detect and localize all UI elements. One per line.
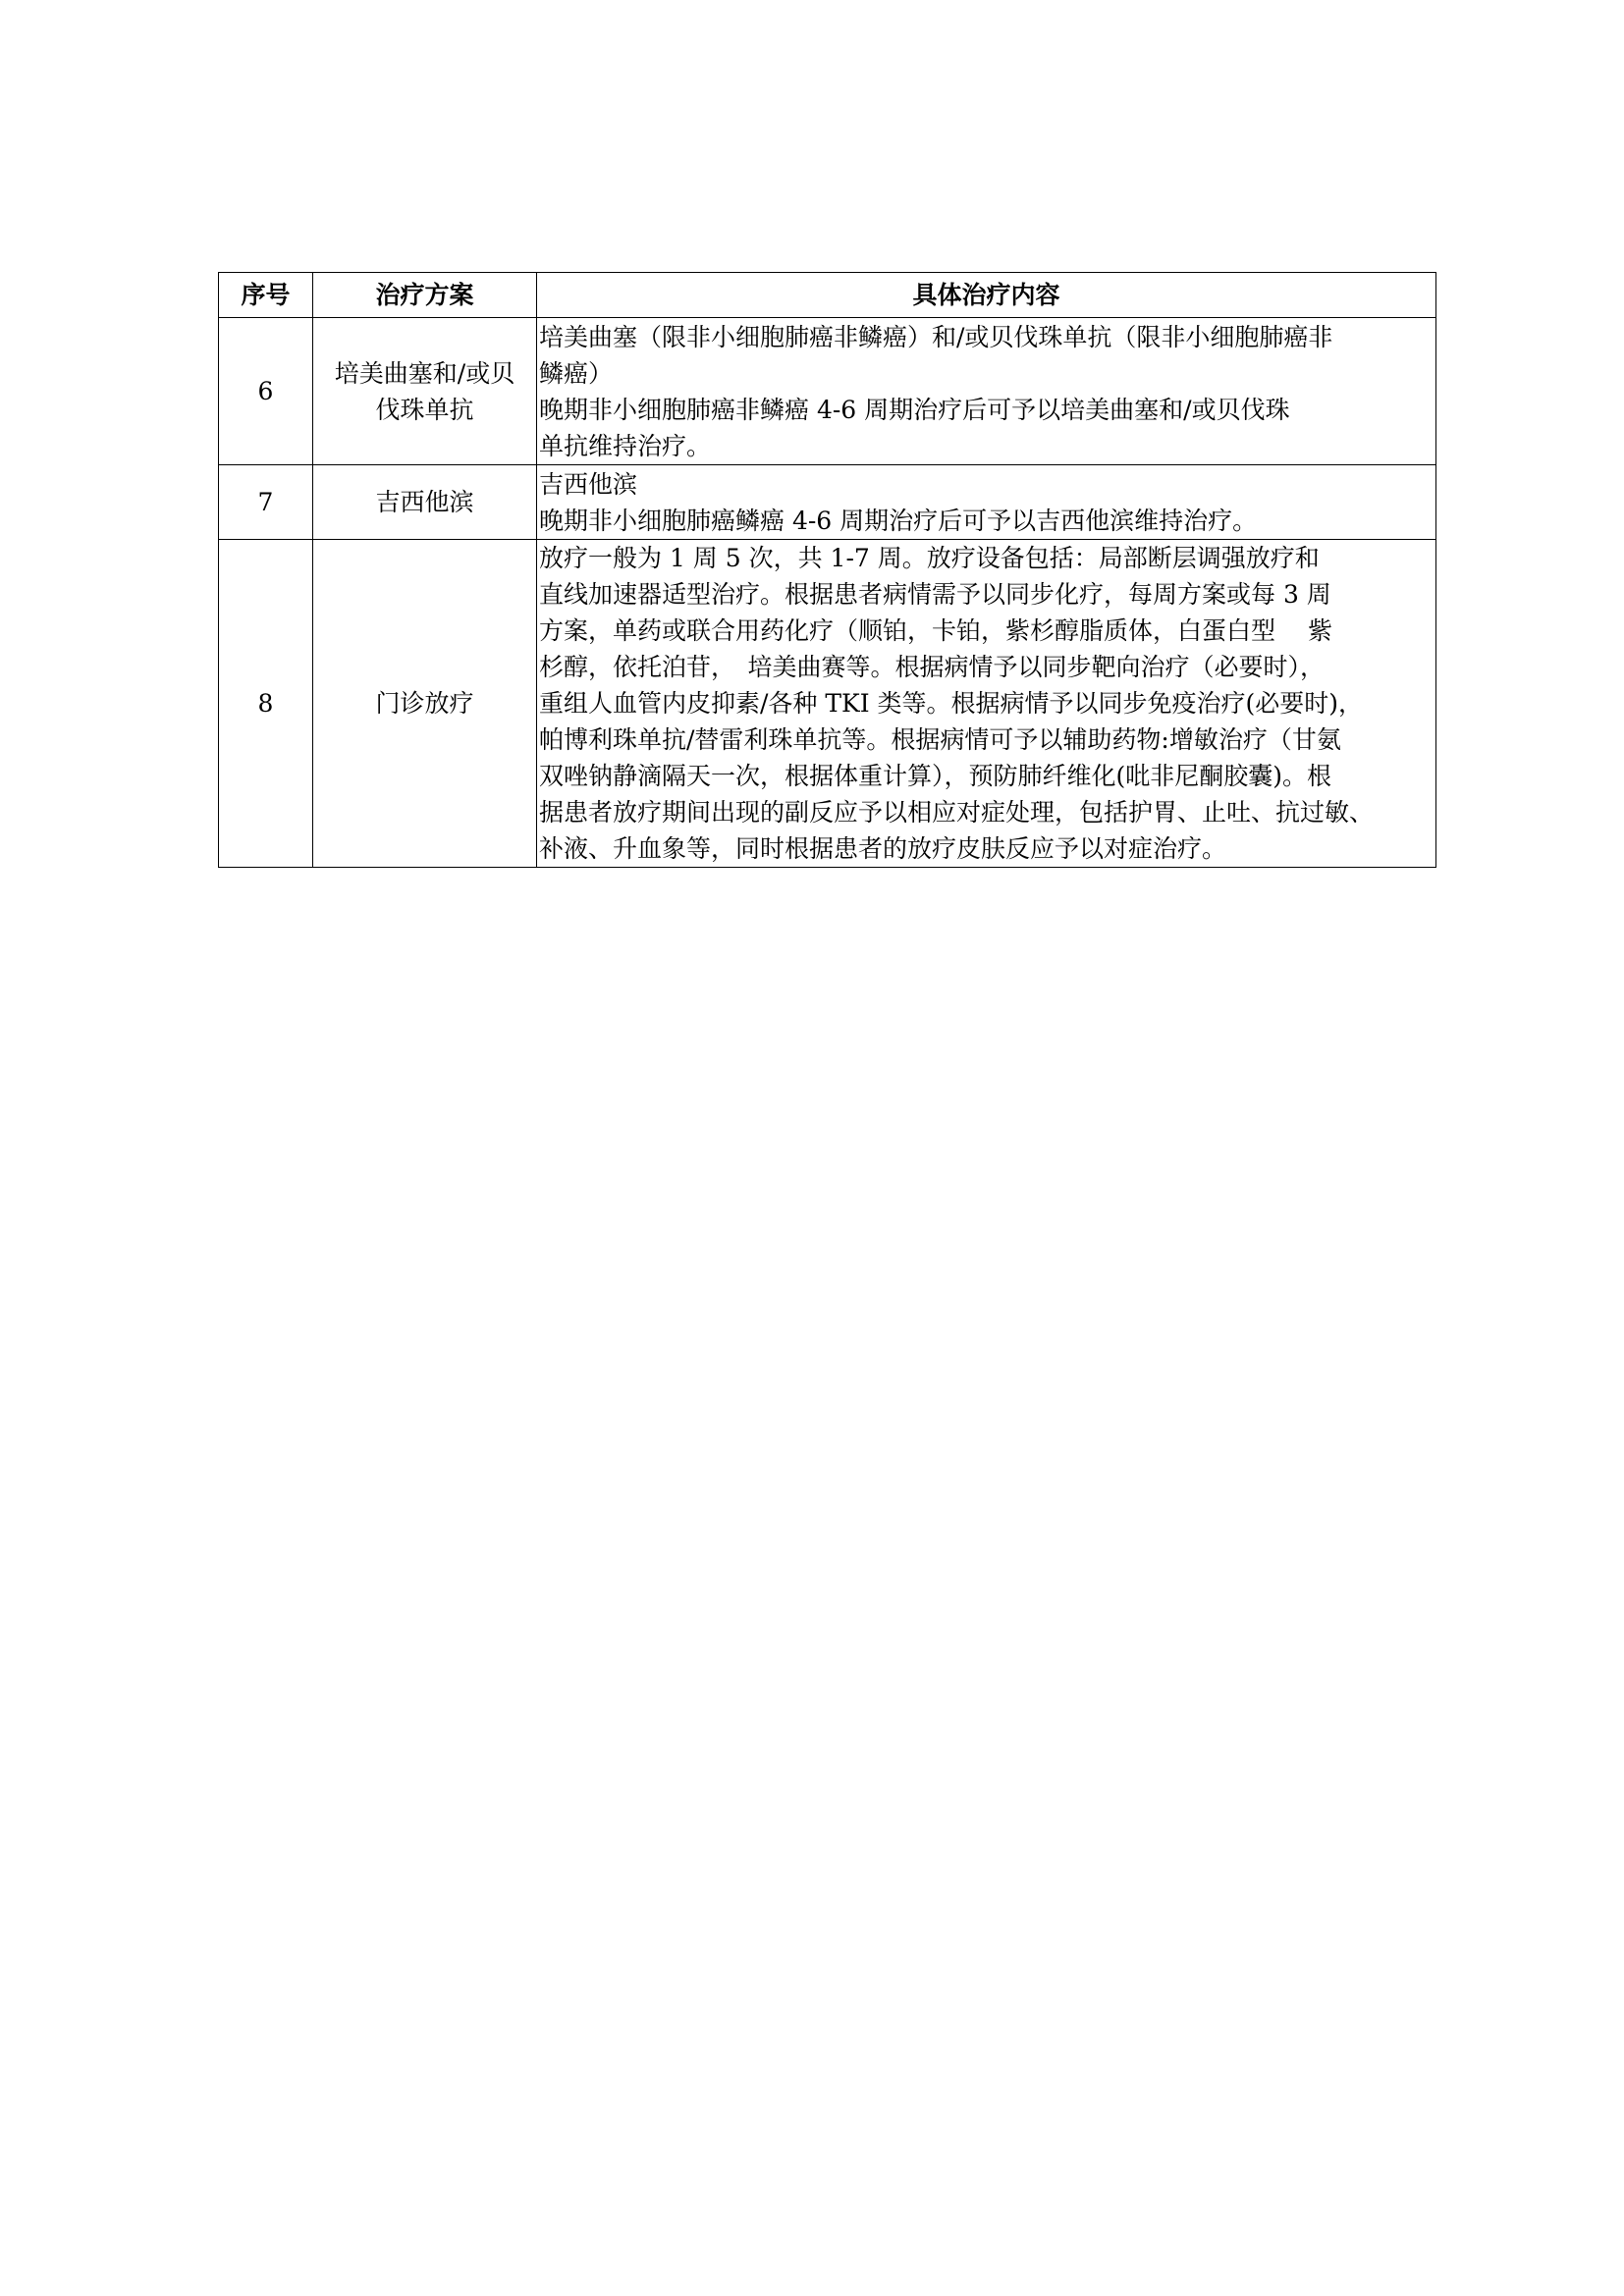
detail-line: 补液、升血象等，同时根据患者的放疗皮肤反应予以对症治疗。	[539, 834, 1227, 863]
table-row	[219, 465, 1436, 540]
detail-line: 培美曲塞（限非小细胞肺癌非鳞癌）和/或贝伐珠单抗（限非小细胞肺癌非	[539, 322, 1333, 351]
detail-line: 鳞癌）	[539, 358, 614, 388]
detail-line: 方案，单药或联合用药化疗（顺铂，卡铂，紫杉醇脂质体，白蛋白型 紫	[539, 616, 1332, 645]
detail-line: 直线加速器适型治疗。根据患者病情需予以同步化疗，每周方案或每 3 周	[539, 580, 1331, 609]
row-detail	[537, 465, 1436, 540]
plan-line: 培美曲塞和/或贝	[334, 358, 515, 388]
row-plan	[313, 465, 537, 540]
detail-line: 放疗一般为 1 周 5 次，共 1-7 周。放疗设备包括：局部断层调强放疗和	[539, 544, 1320, 572]
detail-line: 晚期非小细胞肺癌鳞癌 4-6 周期治疗后可予以吉西他滨维持治疗。	[539, 506, 1258, 535]
row-plan	[313, 318, 537, 465]
table-header-row	[219, 273, 1436, 318]
detail-line: 重组人血管内皮抑素/各种 TKI 类等。根据病情予以同步免疫治疗(必要时)，	[539, 689, 1364, 718]
table-row	[219, 540, 1436, 868]
row-no: 6	[219, 318, 313, 465]
row-detail	[537, 318, 1436, 465]
row-plan	[313, 540, 537, 868]
detail-line: 双唑钠静滴隔天一次，根据体重计算），预防肺纤维化(吡非尼酮胶囊)。根	[539, 762, 1332, 790]
detail-line: 吉西他滨	[539, 469, 638, 499]
detail-line: 杉醇，依托泊苷， 培美曲赛等。根据病情予以同步靶向治疗（必要时），	[539, 653, 1326, 681]
detail-line: 据患者放疗期间出现的副反应予以相应对症处理，包括护胃、止吐、抗过敏、	[539, 798, 1375, 827]
plan-line: 伐珠单抗	[375, 395, 474, 424]
detail-line: 帕博利珠单抗/替雷利珠单抗等。根据病情可予以辅助药物:增敏治疗（甘氨	[539, 725, 1341, 754]
plan-line: 吉西他滨	[375, 488, 474, 516]
header-no: 序号	[219, 273, 313, 318]
header-plan: 治疗方案	[313, 273, 537, 318]
header-detail: 具体治疗内容	[537, 273, 1436, 318]
detail-line: 单抗维持治疗。	[539, 431, 712, 460]
plan-line: 门诊放疗	[375, 689, 474, 718]
treatment-table	[218, 272, 1436, 868]
row-no: 8	[219, 540, 313, 868]
row-detail	[537, 540, 1436, 868]
row-no: 7	[219, 465, 313, 540]
table-row	[219, 318, 1436, 465]
detail-line: 晚期非小细胞肺癌非鳞癌 4-6 周期治疗后可予以培美曲塞和/或贝伐珠	[539, 395, 1290, 424]
